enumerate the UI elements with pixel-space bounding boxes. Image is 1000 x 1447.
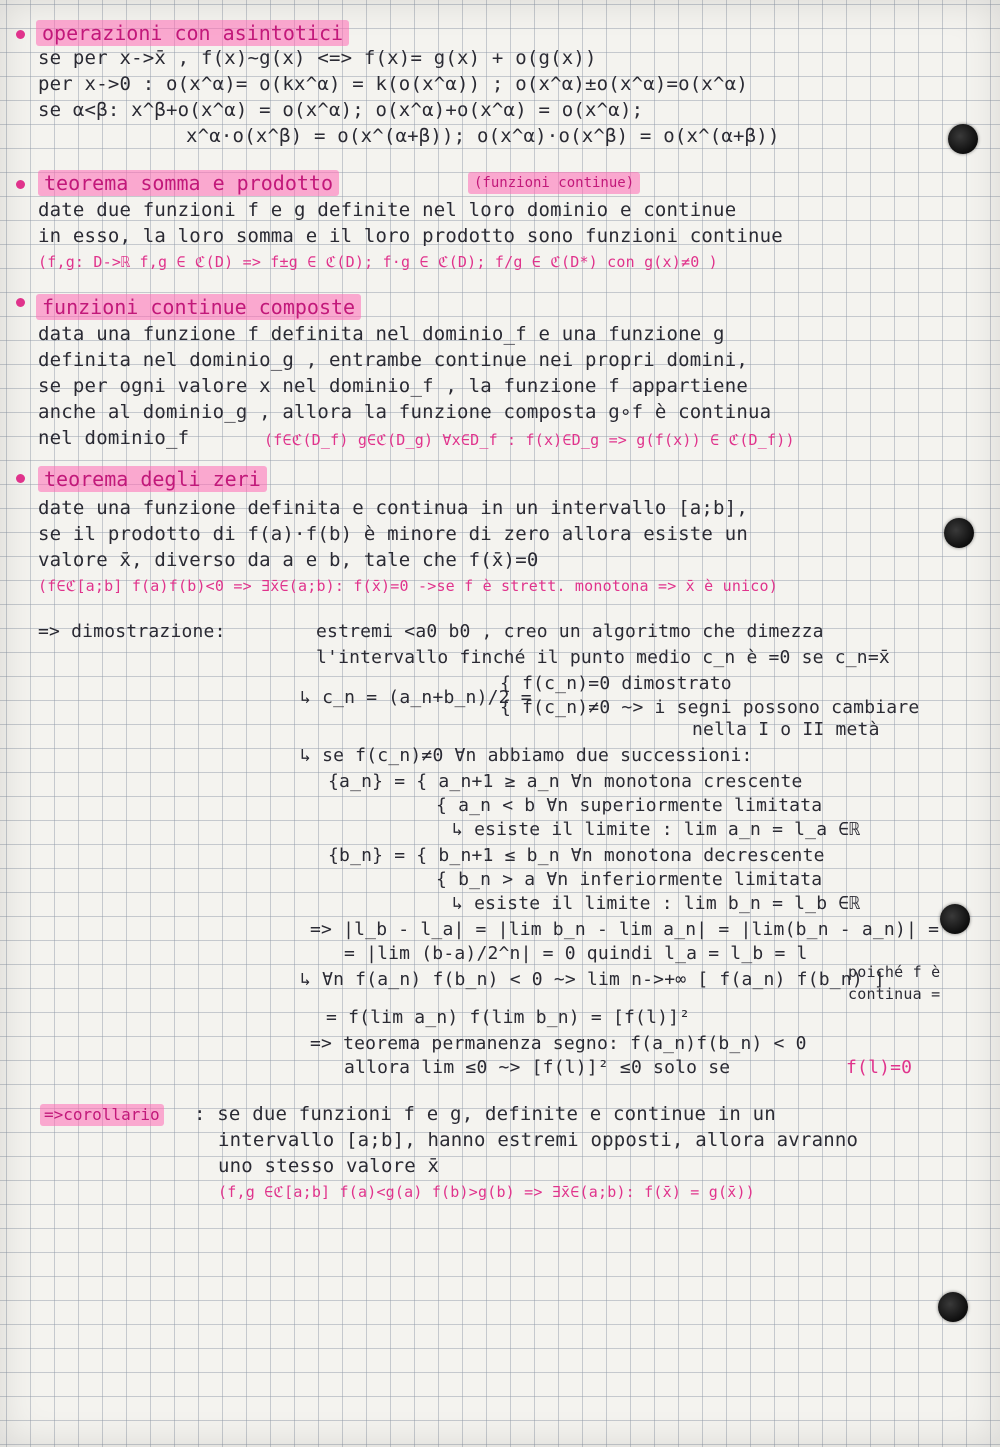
sum-product-text-1: date due funzioni f e g definite nel loro dominio e continue — [38, 199, 737, 221]
proof-step-1: estremi <a0 b0 , creo un algoritmo che dimezza — [316, 621, 824, 642]
bullet-dot — [16, 474, 25, 483]
proof-product-limit: ↳ ∀n f(a_n) f(b_n) < 0 ~> lim n->+∞ [ f(a_n) f(b_n) ] — [300, 969, 885, 990]
zeros-text-1: date una funzione definita e continua in un intervallo [a;b], — [38, 497, 748, 519]
zeros-text-2: se il prodotto di f(a)·f(b) è minore di zero allora esiste un — [38, 523, 748, 545]
composite-text-5: nel dominio_f — [38, 427, 190, 449]
proof-continuity-note-1: poiché f è — [848, 963, 941, 981]
composite-formula: (f∈ℭ(D_f) g∈ℭ(D_g) ∀x∈D_f : f(x)∈D_g => g(f(x)) ∈ ℭ(D_f)) — [264, 431, 795, 449]
seq-b-limit: ↳ esiste il limite : lim b_n = l_b ∈ℝ — [452, 893, 861, 914]
bullet-dot — [16, 298, 25, 307]
corollary-text-2: intervallo [a;b], hanno estremi opposti, allora avranno — [218, 1129, 859, 1151]
proof-case-nonzero: { f(c_n)≠0 ~> i segni possono cambiare — [500, 697, 920, 718]
seq-a-line-1: {a_n} = { a_n+1 ≥ a_n ∀n monotona crescente — [328, 771, 803, 792]
corollary-text-1: : se due funzioni f e g, definite e continue in un — [194, 1103, 776, 1125]
bullet-dot — [16, 180, 25, 189]
proof-limit-equal: = |lim (b-a)/2^n| = 0 quindi l_a = l_b = l — [344, 943, 808, 964]
bullet-dot — [16, 30, 25, 39]
proof-step-2: l'intervallo finché il punto medio c_n è =0 se c_n=x̄ — [316, 647, 890, 668]
asymptotic-rule-1: per x->0 : o(x^α)= o(kx^α) = k(o(x^α)) ; o(x^α)±o(x^α)=o(x^α) — [38, 73, 748, 95]
corollary-label: =>corollario — [40, 1104, 164, 1126]
section-title-sum-product: teorema somma e prodotto — [38, 170, 339, 196]
zeros-formula: (f∈ℭ[a;b] f(a)f(b)<0 => ∃x̄∈(a;b): f(x̄)=0 ->se f è strett. monotona => x̄ è unico) — [38, 577, 778, 595]
corollary-formula: (f,g ∈ℭ[a;b] f(a)<g(a) f(b)>g(b) => ∃x̄∈(a;b): f(x̄) = g(x̄)) — [218, 1183, 755, 1201]
section-subtitle-continuous: (funzioni continue) — [468, 172, 640, 194]
seq-b-line-1: {b_n} = { b_n+1 ≤ b_n ∀n monotona decrescente — [328, 845, 825, 866]
composite-text-2: definita nel dominio_g , entrambe continue nei propri domini, — [38, 349, 748, 371]
proof-midpoint: ↳ c_n = (a_n+b_n)/2 = — [300, 687, 532, 708]
seq-a-line-2: { a_n < b ∀n superiormente limitata — [436, 795, 823, 816]
asymptotic-rule-2: se α<β: x^β+o(x^α) = o(x^α); o(x^α)+o(x^α) = o(x^α); — [38, 99, 644, 121]
proof-case-zero: { f(c_n)=0 dimostrato — [500, 673, 732, 694]
proof-continuity-note-2: continua = — [848, 985, 941, 1003]
seq-a-limit: ↳ esiste il limite : lim a_n = l_a ∈ℝ — [452, 819, 861, 840]
composite-text-3: se per ogni valore x nel dominio_f , la funzione f appartiene — [38, 375, 748, 397]
proof-sign-theorem: => teorema permanenza segno: f(a_n)f(b_n) < 0 — [310, 1033, 807, 1054]
sum-product-formula: (f,g: D->ℝ f,g ∈ ℭ(D) => f±g ∈ ℭ(D); f·g ∈ ℭ(D); f/g ∈ ℭ(D*) con g(x)≠0 ) — [38, 253, 718, 271]
proof-two-sequences: ↳ se f(c_n)≠0 ∀n abbiamo due successioni: — [300, 745, 753, 766]
section-title-composite: funzioni continue composte — [36, 294, 361, 320]
sum-product-text-2: in esso, la loro somma e il loro prodotto sono funzioni continue — [38, 225, 783, 247]
punch-hole — [940, 904, 970, 934]
section-title-zeros-theorem: teorema degli zeri — [38, 466, 267, 492]
asymptotic-rule-3: x^α·o(x^β) = o(x^(α+β)); o(x^α)·o(x^β) = o(x^(α+β)) — [186, 125, 780, 147]
proof-product-square: = f(lim a_n) f(lim b_n) = [f(l)]² — [326, 1007, 691, 1028]
proof-limit-diff: => |l_b - l_a| = |lim b_n - lim a_n| = |lim(b_n - a_n)| = — [310, 919, 940, 940]
composite-text-1: data una funzione f definita nel dominio_f e una funzione g — [38, 323, 725, 345]
proof-label: => dimostrazione: — [38, 621, 226, 642]
composite-text-4: anche al dominio_g , allora la funzione composta g∘f è continua — [38, 401, 772, 423]
proof-conclusion: allora lim ≤0 ~> [f(l)]² ≤0 solo se — [344, 1057, 731, 1078]
punch-hole — [948, 124, 978, 154]
punch-hole — [938, 1292, 968, 1322]
seq-b-line-2: { b_n > a ∀n inferiormente limitata — [436, 869, 823, 890]
proof-conclusion-result: f(l)=0 — [846, 1057, 913, 1078]
corollary-text-3: uno stesso valore x̄ — [218, 1155, 440, 1177]
proof-half: nella I o II metà — [692, 719, 880, 740]
section-title-asymptotics: operazioni con asintotici — [36, 20, 349, 46]
asymptotic-definition: se per x->x̄ , f(x)~g(x) <=> f(x)= g(x) + o(g(x)) — [38, 47, 597, 69]
zeros-text-3: valore x̄, diverso da a e b, tale che f(x̄)=0 — [38, 549, 539, 571]
punch-hole — [944, 518, 974, 548]
